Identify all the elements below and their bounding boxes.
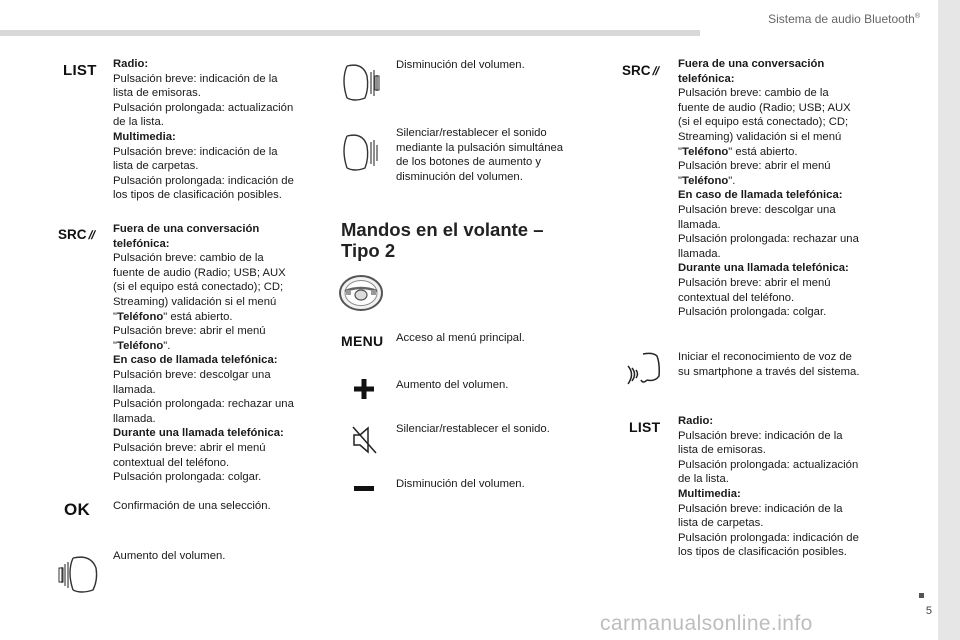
mute-combo-description — [396, 126, 591, 184]
list-description — [678, 414, 883, 560]
text-line: mediante la pulsación simultánea — [396, 141, 564, 154]
menu-icon: MENU — [341, 333, 384, 349]
voice-command-icon — [625, 350, 665, 388]
minus-icon — [352, 484, 376, 494]
header-rule — [0, 30, 700, 36]
heading-line: Mandos en el volante – — [341, 219, 544, 240]
text-line: Pulsación breve: abrir el menú — [113, 441, 266, 454]
mute-description: Silenciar/restablecer el sonido. — [396, 423, 550, 435]
steering-wheel-icon — [337, 273, 385, 313]
menu-description: Acceso al menú principal. — [396, 332, 525, 344]
during-title: Durante una llamada telefónica: — [113, 427, 284, 440]
volume-down-control-icon — [337, 60, 383, 104]
text-line: Pulsación breve: descolgar una — [678, 203, 836, 216]
text-line: Pulsación breve: indicación de la — [113, 145, 278, 158]
mute-control-icon — [337, 130, 383, 174]
text-line: "Teléfono". — [113, 339, 171, 352]
text-line: de la lista. — [113, 116, 164, 129]
volume-up-control-icon — [55, 552, 101, 596]
page-marker — [919, 593, 924, 598]
page-header-title: Sistema de audio Bluetooth® — [768, 12, 920, 26]
volume-up-description: Aumento del volumen. — [113, 550, 226, 562]
text-line: (si el equipo está conectado); CD; — [678, 116, 849, 129]
section-heading — [341, 219, 544, 261]
text-line: Pulsación prolongada: indicación de — [113, 174, 294, 187]
plus-icon — [352, 377, 376, 401]
mute-icon — [351, 425, 379, 455]
call-title: En caso de llamada telefónica: — [678, 189, 843, 202]
src-icon: SRC/ / — [622, 63, 659, 78]
text-line: los tipos de clasificación posibles. — [678, 546, 847, 559]
text-line: su smartphone a través del sistema. — [678, 365, 860, 378]
text-line: lista de carpetas. — [113, 160, 199, 173]
text-line: Pulsación breve: indicación de la — [678, 429, 843, 442]
text-line: Pulsación breve: abrir el menú — [113, 325, 266, 338]
text-line: Streaming) validación si el menú — [113, 295, 277, 308]
text-line: Silenciar/restablecer el sonido — [396, 127, 547, 139]
text-line: Pulsación prolongada: actualización — [678, 458, 859, 471]
text-line: llamada. — [678, 247, 721, 260]
text-line: los tipos de clasificación posibles. — [113, 189, 282, 202]
ok-icon: OK — [64, 500, 91, 519]
multimedia-title: Multimedia: — [113, 130, 176, 143]
text-line: Pulsación prolongada: rechazar una — [678, 233, 859, 246]
plus-description: Aumento del volumen. — [396, 379, 509, 391]
list-icon: LIST — [63, 62, 97, 79]
text-line: Pulsación prolongada: colgar. — [113, 471, 262, 484]
text-line: de los botones de aumento y — [396, 156, 542, 169]
text-line: fuente de audio (Radio; USB; AUX — [113, 266, 286, 279]
call-title: En caso de llamada telefónica: — [113, 354, 278, 367]
text-line: Iniciar el reconocimiento de voz de — [678, 351, 852, 363]
multimedia-title: Multimedia: — [678, 487, 741, 500]
text-line: Pulsación prolongada: rechazar una — [113, 398, 294, 411]
text-line: Pulsación breve: indicación de la — [678, 502, 843, 515]
text-line: Pulsación breve: abrir el menú — [678, 276, 831, 289]
text-line: lista de emisoras. — [678, 444, 766, 457]
text-line: de la lista. — [678, 473, 729, 486]
heading-line: Tipo 2 — [341, 240, 396, 261]
text-line: disminución del volumen. — [396, 170, 523, 183]
text-line: llamada. — [113, 412, 156, 425]
text-line: Pulsación breve: descolgar una — [113, 368, 271, 381]
voice-description — [678, 350, 883, 379]
text-line: llamada. — [678, 218, 721, 231]
list-description — [113, 57, 318, 203]
src-icon: SRC/ / — [58, 227, 95, 242]
src-title: Fuera de una conversación — [678, 58, 825, 70]
list-icon: LIST — [629, 419, 661, 435]
volume-down-description: Disminución del volumen. — [396, 59, 525, 71]
text-line: Pulsación prolongada: colgar. — [678, 306, 827, 319]
text-line: Pulsación prolongada: actualización — [113, 101, 294, 114]
text-line: Pulsación breve: cambio de la — [113, 252, 264, 265]
text-line: llamada. — [113, 383, 156, 396]
watermark: carmanualsonline.info — [600, 612, 813, 635]
text-line: Pulsación breve: abrir el menú — [678, 160, 831, 173]
page-edge-tab — [938, 0, 960, 640]
src-title: telefónica: — [113, 237, 170, 250]
radio-title: Radio: — [678, 415, 714, 427]
text-line: fuente de audio (Radio; USB; AUX — [678, 101, 851, 114]
text-line: "Teléfono" está abierto. — [113, 310, 233, 323]
text-line: (si el equipo está conectado); CD; — [113, 281, 284, 294]
ok-description: Confirmación de una selección. — [113, 500, 271, 512]
text-line: lista de carpetas. — [678, 517, 764, 530]
text-line: "Teléfono" está abierto. — [678, 145, 798, 158]
src-description — [113, 222, 318, 485]
during-title: Durante una llamada telefónica: — [678, 262, 849, 275]
text-line: contextual del teléfono. — [113, 456, 230, 469]
text-line: Pulsación prolongada: indicación de — [678, 531, 859, 544]
src-description — [678, 57, 883, 320]
text-line: Streaming) validación si el menú — [678, 130, 842, 143]
text-line: "Teléfono". — [678, 174, 736, 187]
radio-title: Radio: — [113, 58, 149, 70]
src-title: Fuera de una conversación — [113, 223, 260, 235]
text-line: lista de emisoras. — [113, 87, 201, 100]
text-line: Pulsación breve: indicación de la — [113, 72, 278, 85]
text-line: Pulsación breve: cambio de la — [678, 87, 829, 100]
page-number: 5 — [925, 605, 932, 617]
text-line: contextual del teléfono. — [678, 291, 795, 304]
src-title: telefónica: — [678, 72, 735, 85]
minus-description: Disminución del volumen. — [396, 478, 525, 490]
